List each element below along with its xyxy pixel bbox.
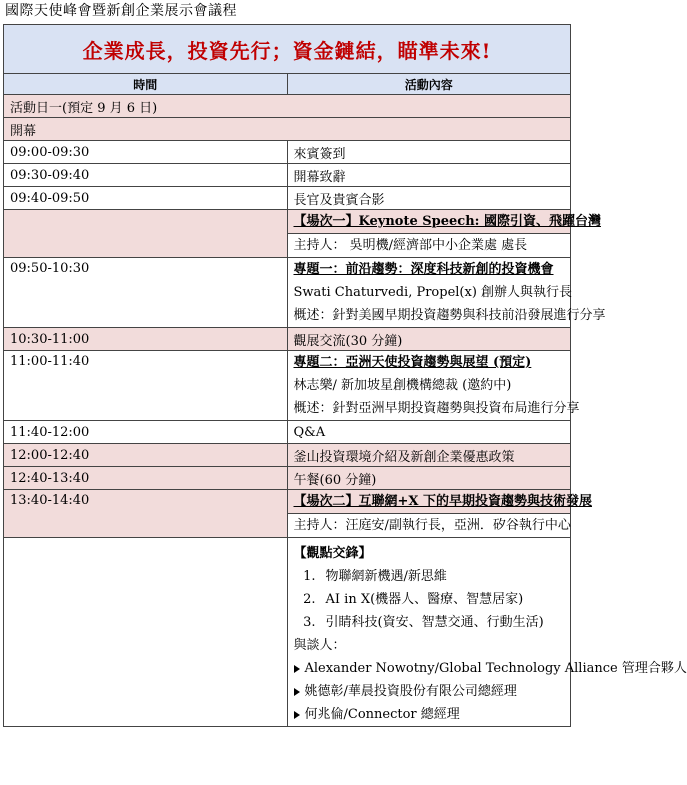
header-row xyxy=(4,74,571,95)
panelist-name: 姚德彰/華晨投資股份有限公司總經理 xyxy=(304,684,517,699)
session2-cell xyxy=(287,490,593,538)
panel-topic xyxy=(288,565,571,588)
time-cell: 09:00-09:30 xyxy=(4,141,288,164)
session1-title: 【場次一】Keynote Speech: 國際引資、飛躍台灣 xyxy=(288,210,571,233)
topic2-cell xyxy=(287,351,580,421)
time-cell: 12:40-13:40 xyxy=(4,467,288,490)
panelist-name: 何兆倫/Connector 總經理 xyxy=(304,707,460,722)
session1-host: 主持人： 吳明機/經濟部中小企業處 處長 xyxy=(288,233,571,257)
panel-row xyxy=(4,538,571,727)
time-cell: 11:40-12:00 xyxy=(4,421,288,444)
table-row xyxy=(4,421,571,444)
table-row xyxy=(4,444,571,467)
topic2-title: 專題二：亞洲天使投資趨勢與展望 (預定) xyxy=(293,355,532,370)
time-cell: 13:40-14:40 xyxy=(4,490,288,538)
table-row xyxy=(4,187,571,210)
time-cell: 11:00-11:40 xyxy=(4,351,288,421)
panel-topic-text: 引睛科技(資安、智慧交通、行動生活) xyxy=(325,615,544,630)
agenda-table xyxy=(3,24,687,727)
triangle-bullet-icon xyxy=(294,688,300,696)
table-row xyxy=(4,328,571,351)
session1-row xyxy=(4,210,571,258)
triangle-bullet-icon xyxy=(294,665,300,673)
activity-cell: 午餐(60 分鐘) xyxy=(287,467,571,490)
panel-topic xyxy=(288,611,571,634)
panel-topic-text: AI in X(機器人、醫療、智慧居家) xyxy=(325,592,524,607)
session2-host: 主持人：汪庭安/副執行長，亞洲．矽谷執行中心 xyxy=(288,513,571,537)
banner-slogan: 企業成長，投資先行；資金鏈結，瞄準未來! xyxy=(4,25,571,74)
header-time: 時間 xyxy=(4,74,288,95)
activity-cell: 長官及貴賓合影 xyxy=(287,187,571,210)
day-row xyxy=(4,95,571,118)
time-cell-empty xyxy=(4,538,288,727)
session1-cell xyxy=(287,210,601,258)
time-cell: 09:30-09:40 xyxy=(4,164,288,187)
panel-topic-text: 物聯網新機遇/新思維 xyxy=(325,569,447,584)
header-content: 活動內容 xyxy=(287,74,571,95)
table-row xyxy=(4,141,571,164)
table-row xyxy=(4,467,571,490)
opening-row xyxy=(4,118,571,141)
panelist-item xyxy=(288,657,687,680)
topic2-speaker: 林志樂/ 新加坡星創機構總裁 (邀約中) xyxy=(293,378,512,393)
topic1-cell xyxy=(287,258,606,328)
panel-topic-number: 2. xyxy=(303,592,316,607)
time-cell: 09:50-10:30 xyxy=(4,258,288,328)
opening-label: 開幕 xyxy=(4,118,571,141)
time-cell: 12:00-12:40 xyxy=(4,444,288,467)
topic1-row xyxy=(4,258,571,328)
panel-title: 【觀點交鋒】 xyxy=(293,546,372,561)
banner-row xyxy=(4,25,571,74)
panelist-item xyxy=(288,703,571,726)
topic1-summary: 概述：針對美國早期投資趨勢與科技前沿發展進行分享 xyxy=(293,308,606,323)
session2-row xyxy=(4,490,571,538)
time-cell: 09:40-09:50 xyxy=(4,187,288,210)
time-cell: 10:30-11:00 xyxy=(4,328,288,351)
panelist-item xyxy=(288,680,571,703)
activity-cell: 觀展交流(30 分鐘) xyxy=(287,328,571,351)
topic2-summary: 概述：針對亞洲早期投資趨勢與投資布局進行分享 xyxy=(293,401,580,416)
day-label: 活動日一(預定 9 月 6 日) xyxy=(4,95,571,118)
time-cell-empty xyxy=(4,210,288,258)
topic1-speaker: Swati Chaturvedi, Propel(x) 創辦人與執行長 xyxy=(293,285,573,300)
topic2-row xyxy=(4,351,571,421)
topic1-title: 專題一：前沿趨勢：深度科技新創的投資機會 xyxy=(293,262,554,277)
document-title: 國際天使峰會暨新創企業展示會議程 xyxy=(5,3,237,19)
panel-topic-number: 3. xyxy=(303,615,316,630)
panelists-label: 與談人： xyxy=(293,638,346,653)
activity-cell: 釜山投資環境介紹及新創企業優惠政策 xyxy=(287,444,571,467)
panelist-name: Alexander Nowotny/Global Technology Alliance 管理合夥人 xyxy=(304,661,687,676)
activity-cell: 開幕致辭 xyxy=(287,164,571,187)
panel-topic-number: 1. xyxy=(303,569,316,584)
activity-cell: 來賓簽到 xyxy=(287,141,571,164)
session2-title: 【場次二】互聯網+X 下的早期投資趨勢與技術發展 xyxy=(288,490,571,513)
activity-cell: Q&A xyxy=(287,421,571,444)
triangle-bullet-icon xyxy=(294,711,300,719)
table-row xyxy=(4,164,571,187)
panel-cell xyxy=(287,538,687,727)
panel-topic xyxy=(288,588,571,611)
